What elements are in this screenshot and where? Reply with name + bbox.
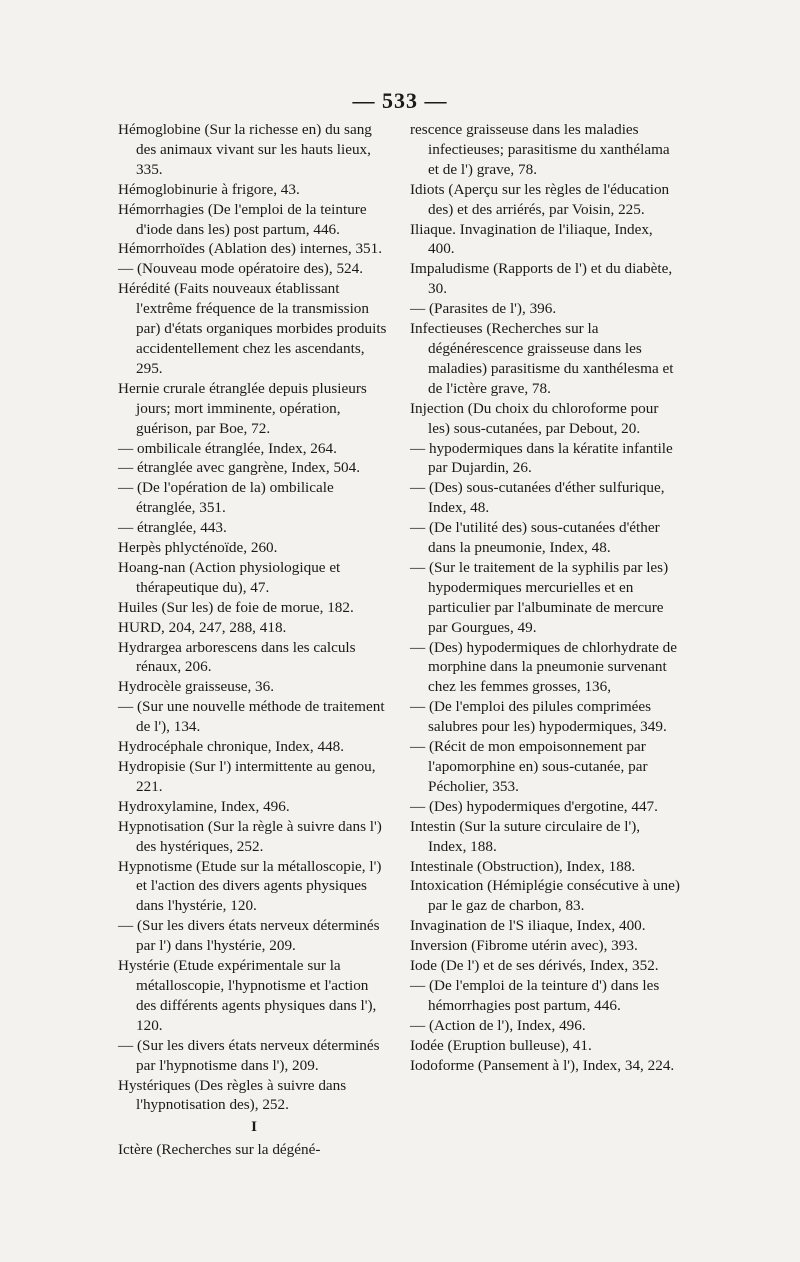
index-entry: Hémoglobine (Sur la richesse en) du sang des animaux vivant sur les hauts lieux, 335. [118, 121, 372, 178]
index-entry: — (Des) hypodermiques de chlorhydrate de morphine dans la pneumonie survenant chez les femmes grosses, 136, [410, 638, 677, 696]
index-entry: Hydropisie (Sur l') intermittente au genou, 221. [118, 758, 376, 795]
index-entry: — (De l'utilité des) sous-cutanées d'éther dans la pneumonie, Index, 48. [410, 519, 660, 557]
index-entry: Iodoforme (Pansement à l'), Index, 34, 224. [410, 1056, 675, 1074]
index-entry: — (Récit de mon empoisonnement par l'apomorphine en) sous-cutanée, par Pécholier, 353. [410, 738, 648, 795]
index-entry: — (De l'emploi des pilules comprimées salubres pour les) hypodermiques, 349. [410, 698, 667, 736]
index-entry: Hémorrhagies (De l'emploi de la teinture d'iode dans les) post partum, 446. [118, 200, 367, 238]
index-entry: Hernie crurale étranglée depuis plusieurs jours; mort imminente, opération, guérison, par Boe, 72. [118, 379, 367, 437]
index-entry: Intoxication (Hémiplégie consécutive à une) par le gaz de charbon, 83. [410, 877, 680, 915]
index-entry: Iodée (Eruption bulleuse), 41. [410, 1036, 592, 1054]
index-entry: — hypodermiques dans la kératite infantile par Dujardin, 26. [410, 439, 673, 477]
index-entry: — (Sur le traitement de la syphilis par les) hypodermiques mercurielles et en particulier par l'albuminate de mercure par Gourgues, 49. [410, 558, 669, 636]
index-entry: Iliaque. Invagination de l'iliaque, Index, 400. [410, 220, 653, 258]
index-entry: Hypnotisation (Sur la règle à suivre dans l') des hystériques, 252. [118, 817, 382, 855]
index-entry: Hémoglobinurie à frigore, 43. [118, 180, 300, 198]
index-entry: Herpès phlycténoïde, 260. [118, 539, 278, 557]
index-entry: Hémorrhoïdes (Ablation des) internes, 351. [118, 240, 383, 258]
index-entry: Iode (De l') et de ses dérivés, Index, 352. [410, 957, 659, 975]
left-column [118, 120, 390, 1160]
index-entry: — (Des) hypodermiques d'ergotine, 447. [410, 797, 658, 815]
index-entry: Inversion (Fibrome utérin avec), 393. [410, 937, 638, 955]
index-entry: — (Des) sous-cutanées d'éther sulfurique, Index, 48. [410, 479, 665, 517]
index-entry: — (Action de l'), Index, 496. [410, 1016, 586, 1034]
index-entry: Impaludisme (Rapports de l') et du diabète, 30. [410, 260, 673, 298]
index-entry: Hystérie (Etude expérimentale sur la métalloscopie, l'hypnotisme et l'action des différents agents physiques dans l'), 120. [118, 957, 377, 1034]
index-entry: Hydrocèle graisseuse, 36. [118, 678, 275, 696]
index-entry: Intestinale (Obstruction), Index, 188. [410, 857, 636, 875]
index-entry: HURD, 204, 247, 288, 418. [118, 618, 287, 636]
index-entry: — étranglée avec gangrène, Index, 504. [118, 459, 361, 477]
index-entry: — (De l'opération de la) ombilicale étranglée, 351. [118, 479, 334, 517]
index-entry: — étranglée, 443. [118, 519, 227, 537]
page-number: — 533 — [352, 88, 448, 113]
index-entry: Idiots (Aperçu sur les règles de l'éducation des) et des arriérés, par Voisin, 225. [410, 180, 670, 218]
index-entry: — (Sur une nouvelle méthode de traitement de l'), 134. [118, 698, 385, 736]
index-entry: Ictère (Recherches sur la dégéné- [118, 1141, 321, 1159]
index-entry: Huiles (Sur les) de foie de morue, 182. [118, 598, 354, 616]
index-entry: Hérédité (Faits nouveaux établissant l'extrême fréquence de la transmission par) d'états organiques morbides produits accidentellement chez les ascendants, 295. [118, 280, 387, 377]
index-entry: — (Parasites de l'), 396. [410, 300, 557, 318]
index-entry: Hypnotisme (Etude sur la métalloscopie, l') et l'action des divers agents physiques dans l'hystérie, 120. [118, 857, 382, 915]
index-entry: Injection (Du choix du chloroforme pour les) sous-cutanées, par Debout, 20. [410, 399, 659, 437]
index-entry: — (Sur les divers états nerveux déterminés par l'hypnotisme dans l'), 209. [118, 1036, 380, 1074]
index-entry: — (Sur les divers états nerveux déterminés par l') dans l'hystérie, 209. [118, 917, 380, 955]
index-entry: Hydroxylamine, Index, 496. [118, 797, 290, 815]
index-entry: Invagination de l'S iliaque, Index, 400. [410, 917, 646, 935]
index-entry: Hoang-nan (Action physiologique et thérapeutique du), 47. [118, 558, 341, 596]
index-entry: Intestin (Sur la suture circulaire de l'), Index, 188. [410, 817, 641, 855]
index-entry: Hydrocéphale chronique, Index, 448. [118, 738, 345, 756]
index-entry: — ombilicale étranglée, Index, 264. [118, 439, 337, 457]
index-entry: — (De l'emploi de la teinture d') dans les hémorrhagies post partum, 446. [410, 976, 660, 1014]
index-entry: Infectieuses (Recherches sur la dégénérescence graisseuse dans les maladies) parasitisme du xanthélesma et de l'ictère grave, 78. [410, 320, 674, 397]
section-letter: I [251, 1119, 257, 1136]
index-entry: Hystériques (Des règles à suivre dans l'hypnotisation des), 252. [118, 1076, 347, 1114]
index-entry: rescence graisseuse dans les maladies infectieuses; parasitisme du xanthélama et de l') grave, 78. [410, 121, 670, 178]
index-entry: — (Nouveau mode opératoire des), 524. [118, 260, 364, 278]
right-column [410, 120, 682, 1076]
index-entry: Hydrargea arborescens dans les calculs rénaux, 206. [118, 638, 356, 676]
